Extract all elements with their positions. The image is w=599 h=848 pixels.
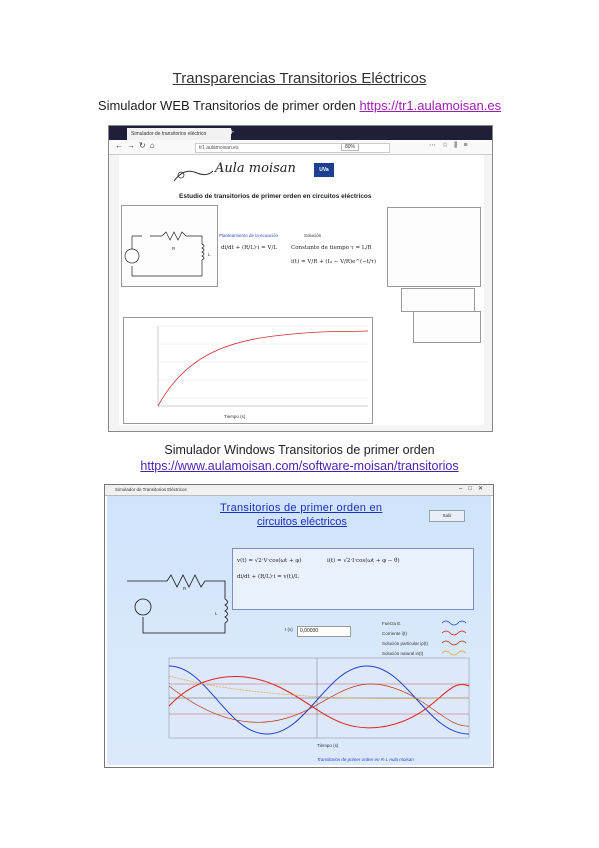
windows-simulator-link[interactable]: https://www.aulamoisan.com/software-moisan/transitorios bbox=[140, 459, 459, 473]
navigation-icons[interactable]: ←→↻⌂ bbox=[115, 141, 159, 150]
legend-current: Corriente i(t) bbox=[382, 631, 408, 636]
windows-resistor-label: R bbox=[183, 586, 187, 591]
windows-source-equation: v(t) = √2·V·cos(ωt + φ) bbox=[237, 558, 302, 564]
current-chart-plot bbox=[124, 318, 372, 423]
uva-logo: UVa bbox=[314, 163, 334, 177]
window-title-bar: Simulador de Transitorios Eléctricos bbox=[105, 485, 494, 496]
time-constant: Constante de tiempo τ = L/R bbox=[291, 245, 372, 251]
legend-natural: Solución natural in(t) bbox=[382, 651, 424, 656]
rl-circuit-diagram bbox=[122, 206, 217, 286]
web-simulator-screenshot bbox=[108, 125, 493, 432]
window-controls[interactable]: –□✕ bbox=[459, 486, 489, 492]
document-title: Transparencias Transitorios Eléctricos bbox=[172, 70, 427, 87]
parameters-panel bbox=[387, 207, 481, 287]
current-chart bbox=[123, 317, 373, 424]
zoom-level[interactable]: 80% bbox=[341, 143, 359, 151]
aula-moisan-logo: Aula moisan bbox=[215, 161, 296, 176]
windows-circuit-diagram bbox=[107, 541, 237, 641]
web-simulator-line bbox=[0, 98, 599, 113]
web-page-heading: Estudio de transitorios de primer orden en circuitos eléctricos bbox=[179, 193, 372, 200]
chart-x-axis-label: Tiempo (s) bbox=[224, 414, 246, 419]
differential-equation: di/dt + (R/L)·i = V/L bbox=[221, 245, 277, 251]
windows-x-axis-label: Tiempo (s) bbox=[317, 743, 339, 748]
toolbar-icons[interactable]: ⋯☆⫼≡ bbox=[429, 142, 474, 149]
windows-simulator-label: Simulador Windows Transitorios de primer orden bbox=[164, 443, 435, 457]
inductor-label: L bbox=[208, 252, 211, 257]
legend-particular: Solución particular ip(t) bbox=[382, 641, 429, 646]
circuit-panel bbox=[121, 205, 218, 287]
browser-url-bar bbox=[109, 140, 492, 155]
browser-tab[interactable]: Simulador de transitorios eléctrico bbox=[127, 128, 231, 140]
solution-equation: i(t) = V/R + (I₀ − V/R)e^(−t/τ) bbox=[291, 259, 377, 265]
windows-diff-equation: di/dt + (R/L)·i = v(t)/L bbox=[237, 574, 299, 580]
web-simulator-link[interactable]: https://tr1.aulamoisan.es bbox=[359, 98, 502, 113]
web-page bbox=[119, 155, 484, 425]
equation-title: Planteamiento de la ecuación bbox=[219, 233, 279, 238]
windows-simulator-line bbox=[0, 459, 599, 473]
windows-inductor-label: L bbox=[215, 611, 218, 616]
windows-main-title-1: Transitorios de primer orden en bbox=[220, 502, 383, 514]
windows-main-title-2: circuitos eléctricos bbox=[257, 516, 347, 528]
time-label: t (s) bbox=[285, 627, 293, 632]
legend-swatches bbox=[442, 619, 472, 659]
solution-title: Solución bbox=[304, 233, 322, 238]
browser-tab-bar bbox=[109, 126, 492, 140]
new-tab-icon[interactable]: + bbox=[229, 127, 235, 137]
windows-waveform-chart bbox=[147, 656, 472, 751]
windows-solution-equation: i(t) = √2·I·cos(ωt + φ − θ) bbox=[327, 558, 400, 564]
exit-button[interactable]: Salir bbox=[429, 510, 465, 522]
window-body bbox=[107, 496, 491, 765]
web-simulator-label: Simulador WEB Transitorios de primer orden bbox=[97, 98, 360, 113]
windows-footer: Transitorios de primer orden en R-L Aula moisan bbox=[317, 757, 414, 762]
initial-condition-panel bbox=[401, 288, 475, 312]
windows-simulator-screenshot bbox=[104, 484, 494, 768]
resistor-label: R bbox=[172, 246, 176, 251]
legend-source: Fuerza E. bbox=[382, 621, 402, 626]
time-input[interactable]: 0,00000 bbox=[297, 626, 351, 637]
series-selector-panel bbox=[413, 311, 481, 343]
url-field[interactable]: tr1.aulamoisan.es bbox=[195, 143, 390, 153]
